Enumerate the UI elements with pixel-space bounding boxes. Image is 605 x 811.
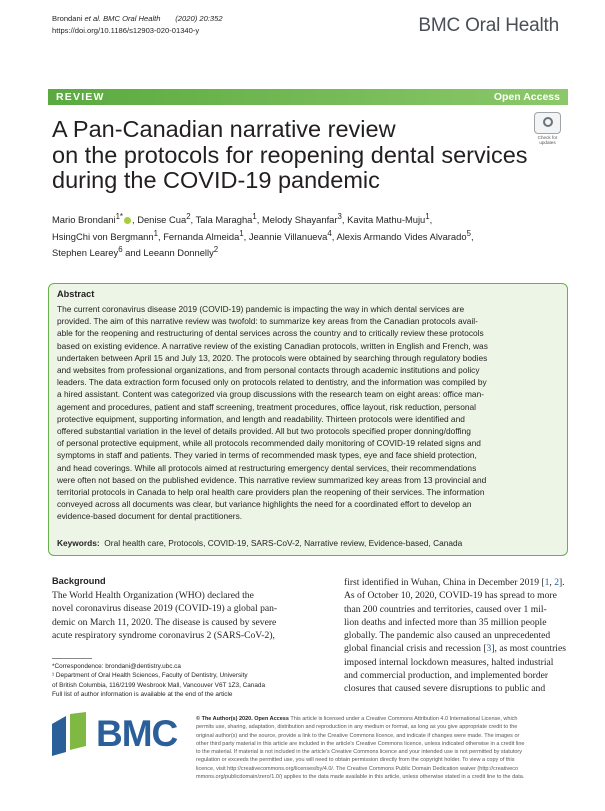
body-text: , bbox=[549, 577, 555, 588]
body-text: global financial crisis and recession [ bbox=[344, 643, 487, 655]
author-name[interactable]: , Alexis Armando Vides Alvarado bbox=[331, 230, 467, 242]
doi-link[interactable]: https://doi.org/10.1186/s12903-020-01340-y bbox=[52, 25, 200, 35]
abstract-line: offered substantial variation in the level of details provided. All but two protocols specified proper donning/doffing bbox=[57, 426, 471, 437]
background-heading: Background bbox=[52, 576, 106, 586]
author-name[interactable]: , Melody Shayanfar bbox=[256, 214, 338, 226]
author-affiliation-sup: 2 bbox=[213, 245, 219, 255]
author-name[interactable]: Stephen Learey bbox=[52, 247, 119, 259]
license-line bbox=[196, 715, 556, 723]
author-affiliation-sup: 1 bbox=[252, 212, 257, 221]
open-access-bold: Open Access bbox=[254, 716, 289, 722]
citation-link[interactable]: 3 bbox=[486, 643, 492, 655]
body-line: As of October 10, 2020, COVID-19 has spread to more bbox=[344, 590, 557, 602]
abstract-line: The current coronavirus disease 2019 (COVID-19) pandemic is impacting the way in which dental services are bbox=[57, 304, 465, 314]
orcid-icon[interactable] bbox=[124, 217, 131, 224]
title-line: A Pan-Canadian narrative review bbox=[52, 116, 396, 142]
body-line: demic on March 11, 2020. The disease is caused by severe bbox=[52, 616, 277, 628]
bmc-logo-icon bbox=[52, 712, 86, 756]
author-separator: , bbox=[470, 230, 474, 242]
author-affiliation-sup: 1 bbox=[239, 228, 244, 238]
footnote-rule bbox=[52, 658, 92, 659]
abstract-line: territorial protocols in Canada to help oral health care providers plan the reopening of their services. The information bbox=[57, 487, 485, 498]
affiliation-note: ¹ Department of Oral Health Sciences, Faculty of Dentistry, University bbox=[52, 672, 248, 680]
abstract-line: based on existing evidence. A narrative review of the existing Canadian protocols, written in English and French, was bbox=[57, 340, 488, 351]
abstract-line: undertaken between April 15 and July 13, 2020. The protocols were obtained by searching through regulatory bodies bbox=[57, 352, 488, 363]
abstract-line: symptoms in staff and patients. They varied in terms of recommended mask types, eye and face shield protection, bbox=[57, 450, 477, 461]
license-lead: © The Author(s) 2020. bbox=[196, 716, 253, 722]
keywords-label: Keywords: bbox=[57, 538, 100, 548]
author-name[interactable]: , Fernanda Almeida bbox=[157, 230, 240, 242]
author-line bbox=[52, 227, 572, 244]
body-text: first identified in Wuhan, China in December 2019 [ bbox=[344, 577, 545, 588]
abstract-line: evidence-based document for dental practitioners. bbox=[57, 511, 243, 522]
author-affiliation-sup: 3 bbox=[337, 212, 342, 221]
citation-authors: Brondani bbox=[52, 14, 83, 23]
abstract-line: protective equipment, supporting information, and length and readability. Thirteen protocols were identified and bbox=[57, 413, 465, 424]
body-text: ]. bbox=[558, 577, 565, 588]
author-affiliation-sup: 1 bbox=[153, 228, 158, 238]
abstract-line: were often not based on the published evidence. This narrative review summarized key areas from 13 provincial and bbox=[57, 474, 487, 485]
author-separator: , bbox=[429, 214, 433, 226]
check-updates-label: Check for updates bbox=[537, 135, 558, 146]
abstract-body bbox=[57, 303, 563, 523]
body-line: and commercial production, and implemented border bbox=[344, 670, 549, 682]
license-line[interactable]: mmons.org/publicdomain/zero/1.0/) applies to the data made available in this article, unless otherwise stated in a credit line to the data. bbox=[196, 774, 525, 781]
keywords-list: Oral health care, Protocols, COVID-19, SARS-CoV-2, Narrative review, Evidence-based, Canada bbox=[104, 538, 463, 548]
bmc-logo bbox=[52, 712, 182, 756]
license-line: to the material. If material is not included in the article's Creative Commons licence and your intended use is not permitted by statutory bbox=[196, 749, 523, 756]
body-line: imposed internal lockdown measures, halted industrial bbox=[344, 656, 554, 668]
article-type-label: REVIEW bbox=[56, 91, 105, 103]
abstract-heading: Abstract bbox=[57, 289, 95, 299]
author-list bbox=[52, 210, 572, 260]
author-name[interactable]: , Denise Cua bbox=[131, 214, 187, 226]
citation-link[interactable]: 2 bbox=[554, 577, 559, 588]
author-name[interactable]: , Tala Maragha bbox=[190, 214, 253, 226]
author-affiliation-sup: 4 bbox=[327, 228, 332, 238]
author-affiliation-sup: 1* bbox=[115, 212, 123, 221]
affiliation-note: of British Columbia, 116/2199 Wesbrook Mall, Vancouver V6T 1Z3, Canada bbox=[52, 681, 266, 689]
body-line bbox=[344, 642, 570, 655]
citation-link[interactable]: 1 bbox=[544, 577, 550, 588]
body-line bbox=[344, 576, 570, 589]
author-affiliation-sup: 5 bbox=[466, 228, 471, 238]
abstract-line: leaders. The data extraction form focused only on protocols related to dentistry, and the information was compiled by bbox=[57, 377, 487, 388]
author-name[interactable]: , Kavita Mathu-Muju bbox=[341, 214, 426, 226]
author-affiliation-sup: 2 bbox=[186, 212, 191, 221]
open-access-label: Open Access bbox=[493, 91, 560, 103]
license-line: permits use, sharing, adaptation, distribution and reproduction in any medium or format, as long as you give appropriate credit to the bbox=[196, 724, 518, 731]
license-text bbox=[196, 715, 556, 781]
citation-journal: et al. BMC Oral Health bbox=[84, 14, 161, 23]
abstract-line: agement and procedures, patient and staff screening, treatment procedures, office layout, risk reduction, personal bbox=[57, 401, 476, 412]
body-line: novel coronavirus disease 2019 (COVID-19) a global pan- bbox=[52, 603, 278, 615]
body-line: lion deaths and infected more than 35 million people bbox=[344, 616, 547, 628]
body-line: than 200 countries and territories, caused over 1 mil- bbox=[344, 603, 547, 615]
abstract-line: and head coverings. While all protocols aimed at restructuring emergency dental services, their recommendations bbox=[57, 462, 477, 473]
title-line: on the protocols for reopening dental services bbox=[52, 141, 528, 168]
body-column-right bbox=[344, 576, 570, 696]
author-name[interactable]: and Leeann Donnelly bbox=[122, 247, 214, 259]
author-affiliation-sup: 1 bbox=[425, 212, 430, 221]
citation-header bbox=[52, 13, 223, 36]
abstract-line: a hired assistant. Content was categorized via group discussions with the research team on eight areas: office man- bbox=[57, 389, 484, 400]
license-line: other third party material in this article are included in the article's Creative Commons licence, unless indicated otherwise in a credit line bbox=[196, 740, 525, 747]
author-info-note: Full list of author information is available at the end of the article bbox=[52, 691, 233, 699]
abstract-line: conveyed across all documents was clear, but variance highlights the need for a coordinated effort to develop an bbox=[57, 499, 472, 510]
journal-name: BMC Oral Health bbox=[418, 15, 559, 36]
author-line bbox=[52, 243, 572, 260]
article-type-band bbox=[48, 89, 568, 105]
author-affiliation-sup: 6 bbox=[118, 245, 123, 255]
license-line: regulation or exceeds the permitted use, you will need to obtain permission directly from the copyright holder. To view a copy of this bbox=[196, 757, 515, 764]
abstract-line: able for the reopening and restructuring of dental services across the country and to critically review these protocols bbox=[57, 328, 484, 339]
citation-line bbox=[52, 13, 223, 25]
body-line: The World Health Organization (WHO) declared the bbox=[52, 590, 254, 601]
correspondence-note[interactable]: *Correspondence: brondani@dentistry.ubc.ca bbox=[52, 663, 181, 670]
abstract-box bbox=[48, 283, 568, 556]
title-line: during the COVID-19 pandemic bbox=[52, 167, 380, 193]
abstract-line: of personal protective equipment, while all protocols recommended daily monitoring of COVID-19 related signs and bbox=[57, 438, 481, 449]
footnotes bbox=[52, 662, 312, 700]
author-line bbox=[52, 210, 572, 227]
citation-year: (2020) 20:352 bbox=[175, 14, 223, 23]
body-line: closures that caused severe disruptions to public and bbox=[344, 683, 546, 695]
license-text-part: This article is licensed under a Creative Commons Attribution 4.0 International License, which bbox=[288, 716, 518, 722]
license-line: original author(s) and the source, provide a link to the Creative Commons licence, and indicate if changes were made. The images or bbox=[196, 732, 520, 739]
abstract-line: provided. The aim of this narrative review was twofold: to summarize key areas from the Canadian protocols avail- bbox=[57, 316, 478, 327]
body-text: ], as most countries bbox=[491, 643, 566, 655]
author-name[interactable]: Mario Brondani bbox=[52, 214, 116, 226]
author-name[interactable]: HsingChi von Bergmann bbox=[52, 230, 154, 242]
author-name[interactable]: , Jeannie Villanueva bbox=[243, 230, 328, 242]
abstract-line: and websites from professional organizations, and from personal contacts through academic institutions and policy bbox=[57, 365, 480, 376]
bmc-logo-text: BMC bbox=[96, 713, 178, 754]
body-line: acute respiratory syndrome coronavirus 2 (SARS-CoV-2), bbox=[52, 629, 275, 641]
license-line[interactable]: licence, visit http://creativecommons.org/licenses/by/4.0/. The Creative Commons Public Domain Dedication waiver (http://creativeco bbox=[196, 765, 519, 772]
article-title bbox=[52, 117, 552, 194]
body-column-left bbox=[52, 589, 308, 642]
body-line: globally. The pandemic also caused an unprecedented bbox=[344, 630, 551, 642]
keywords bbox=[57, 538, 462, 548]
